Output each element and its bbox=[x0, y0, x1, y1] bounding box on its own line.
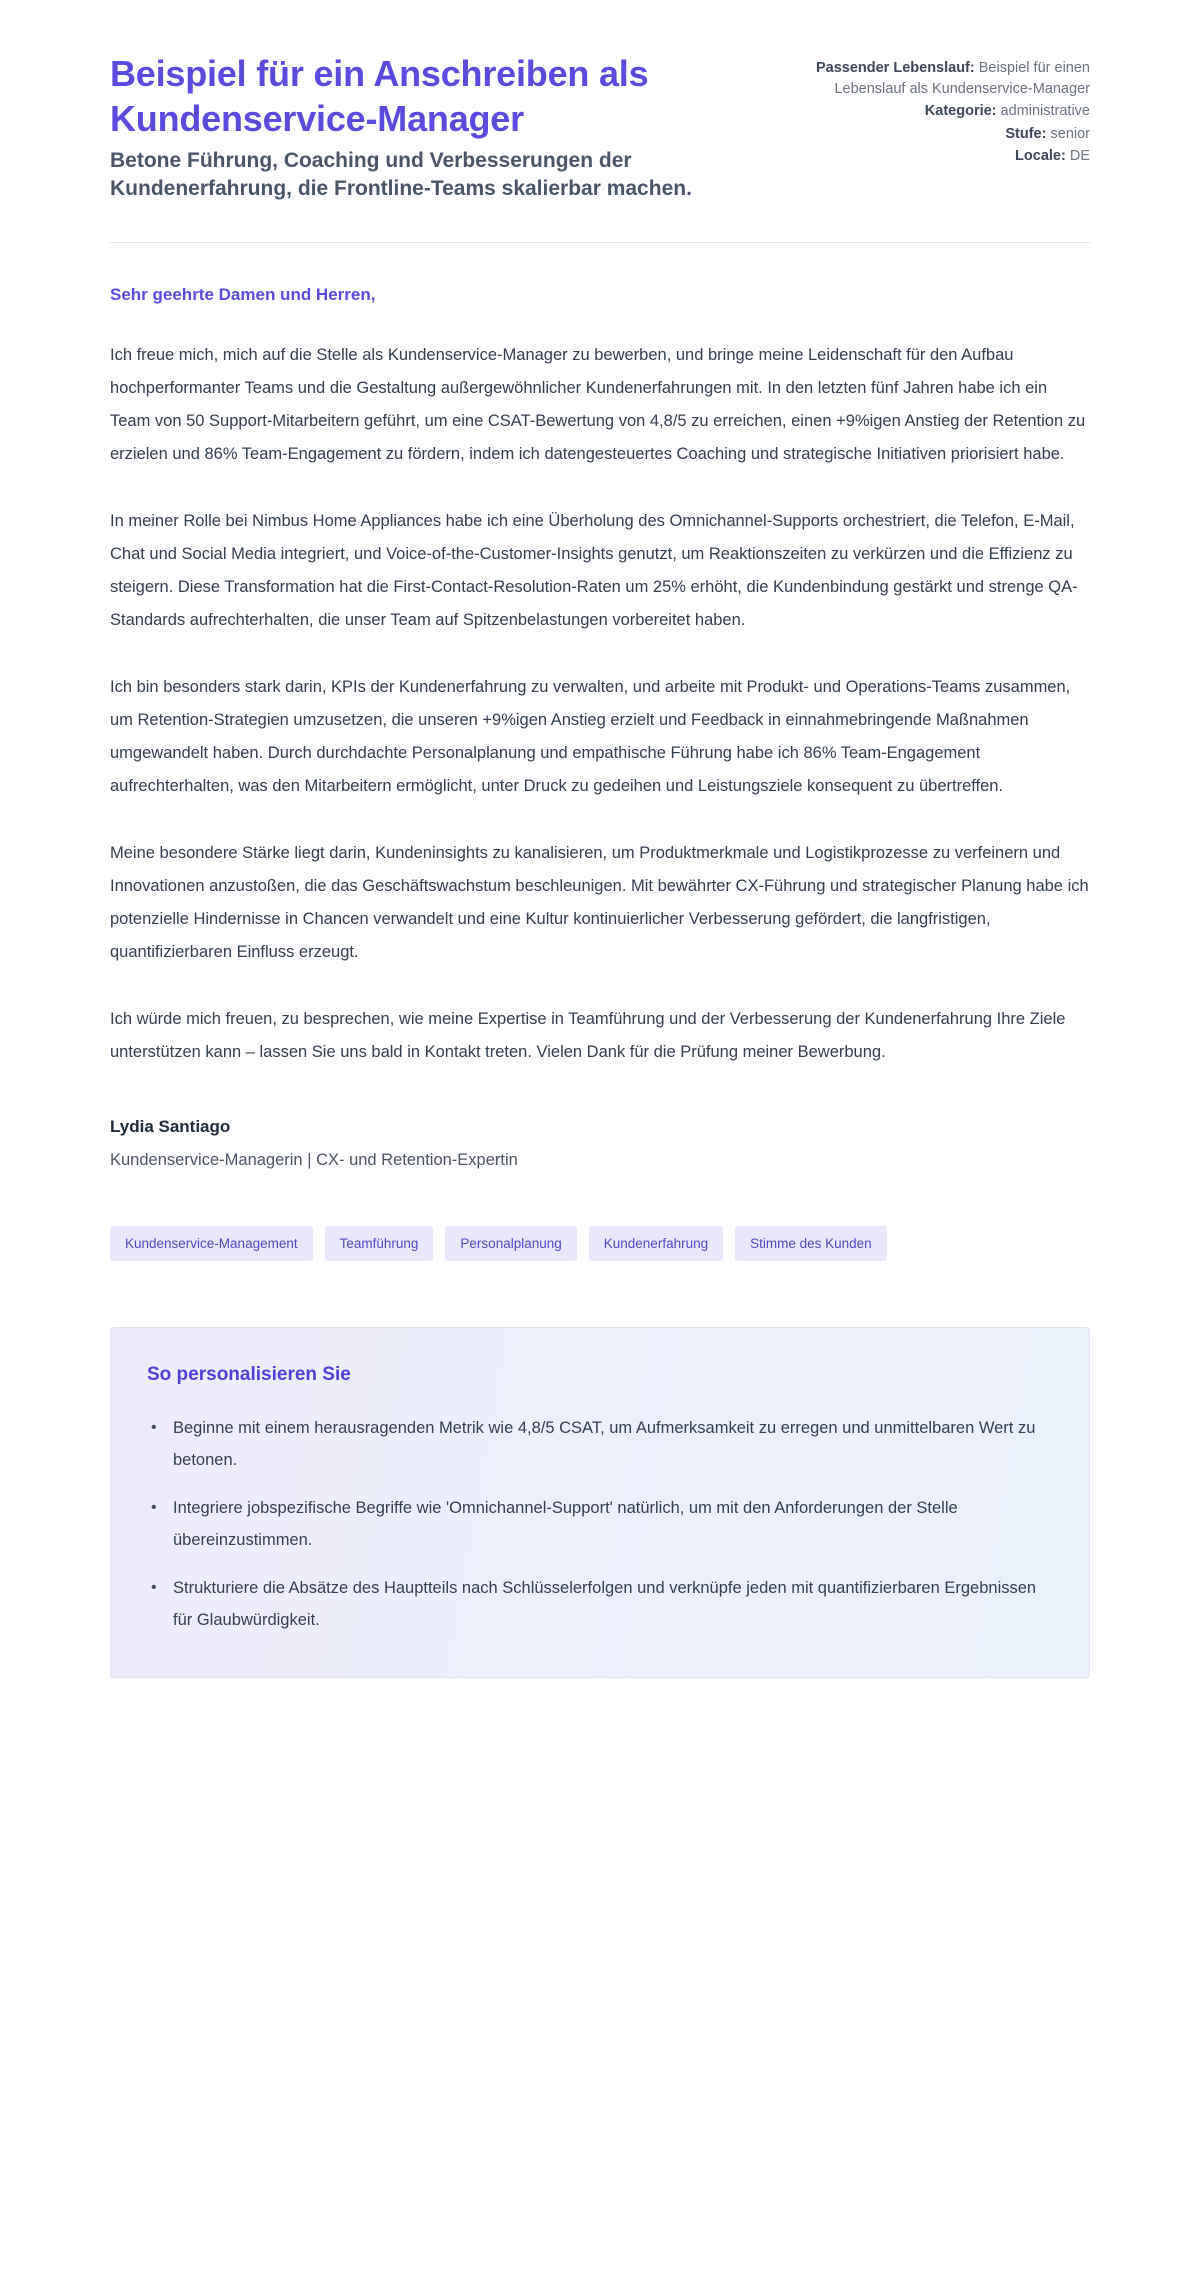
metadata-value: administrative bbox=[1000, 103, 1090, 120]
metadata-row-level bbox=[790, 124, 1090, 145]
document-header bbox=[110, 52, 1090, 204]
metadata-label: Locale: bbox=[1015, 148, 1066, 165]
skill-tag-list bbox=[110, 1226, 1010, 1261]
list-item-text: Beginne mit einem herausragenden Metrik wie 4,8/5 CSAT, um Aufmerksamkeit zu erregen und unmittelbaren Wert zu betonen. bbox=[173, 1418, 1036, 1469]
list-item bbox=[147, 1572, 1053, 1636]
list-item-text: Strukturiere die Absätze des Hauptteils nach Schlüsselerfolgen und verknüpfe jeden mit quantifizierbaren Ergebnissen für Glaubwürdigkeit. bbox=[173, 1579, 1037, 1630]
signature-role: Kundenservice-Managerin | CX- und Retention-Expertin bbox=[110, 1150, 518, 1169]
metadata-value: DE bbox=[1069, 148, 1090, 165]
metadata-label: Kategorie: bbox=[924, 103, 997, 120]
tips-list bbox=[147, 1412, 1053, 1637]
tips-title: So personalisieren Sie bbox=[147, 1363, 351, 1385]
body-paragraph: Ich bin besonders stark darin, KPIs der Kundenerfahrung zu verwalten, und arbeite mit Produkt- und Operations-Teams zusammen, um Retention-Strategien umzusetzen, die unseren +9%igen Anstieg erzielt und Feedback in einnahmebringende Maßnahmen umgewandelt haben. Durch durchdachte Personalplanung und empathische Führung habe ich 86% Team-Engagement aufrechterhalten, was den Mitarbeitern ermöglicht, unter Druck zu gedeihen und Leistungsziele konsequent zu übertreffen. bbox=[110, 677, 1071, 795]
bullet-icon: • bbox=[151, 1418, 157, 1436]
metadata-value: senior bbox=[1050, 125, 1090, 142]
body-paragraph: Meine besondere Stärke liegt darin, Kundeninsights zu kanalisieren, um Produktmerkmale und Logistikprozesse zu verfeinern und Innovationen anzustoßen, die das Geschäftswachstum beschleunigen. Mit bewährter CX-Führung und strategischer Planung habe ich potenzielle Hindernisse in Chancen verwandelt und eine Kultur kontinuierlicher Verbesserung gefördert, die langfristigen, quantifizierbaren Einfluss erzeugt. bbox=[110, 843, 1089, 961]
list-item bbox=[147, 1412, 1053, 1476]
personalization-tips-box bbox=[110, 1327, 1090, 1678]
page-title: Beispiel für ein Anschreiben als Kundenservice-Manager bbox=[110, 53, 649, 139]
signature-name: Lydia Santiago bbox=[110, 1116, 231, 1136]
document-metadata bbox=[790, 52, 1090, 169]
body-paragraph: Ich freue mich, mich auf die Stelle als Kundenservice-Manager zu bewerben, und bringe meine Leidenschaft für den Aufbau hochperformanter Teams und die Gestaltung außergewöhnlicher Kundenerfahrungen mit. In den letzten fünf Jahren habe ich ein Team von 50 Support-Mitarbeitern geführt, um eine CSAT-Bewertung von 4,8/5 zu erreichen, einen +9%igen Anstieg der Retention zu erzielen und 86% Team-Engagement zu fördern, indem ich datengesteuertes Coaching und strategische Initiativen priorisiert habe. bbox=[110, 345, 1086, 463]
page-subtitle: Betone Führung, Coaching und Verbesserungen der Kundenerfahrung, die Frontline-Teams skalierbar machen. bbox=[110, 149, 692, 201]
bullet-icon: • bbox=[151, 1579, 157, 1597]
metadata-label: Stufe: bbox=[1005, 125, 1047, 142]
body-paragraph: In meiner Rolle bei Nimbus Home Appliances habe ich eine Überholung des Omnichannel-Supports orchestriert, die Telefon, E-Mail, Chat und Social Media integriert, und Voice-of-the-Customer-Insights genutzt, um Reaktionszeiten zu verkürzen und die Effizienz zu steigern. Diese Transformation hat die First-Contact-Resolution-Raten um 25% erhöht, die Kundenbindung gestärkt und strenge QA-Standards aufrechterhalten, die unser Team auf Spitzenbelastungen vorbereitet haben. bbox=[110, 511, 1078, 629]
metadata-label: Passender Lebenslauf: bbox=[815, 60, 975, 76]
salutation: Sehr geehrte Damen und Herren, bbox=[110, 284, 376, 304]
metadata-value: Beispiel für einen Lebenslauf als Kundenservice-Manager bbox=[834, 60, 1090, 97]
skill-tag[interactable]: Personalplanung bbox=[445, 1226, 576, 1261]
skill-tag[interactable]: Kundenerfahrung bbox=[589, 1226, 723, 1261]
skill-tag[interactable]: Teamführung bbox=[325, 1226, 434, 1261]
bullet-icon: • bbox=[151, 1498, 157, 1516]
body-paragraph: Ich würde mich freuen, zu besprechen, wie meine Expertise in Teamführung und der Verbesserung der Kundenerfahrung Ihre Ziele unterstützen kann – lassen Sie uns bald in Kontakt treten. Vielen Dank für die Prüfung meiner Bewerbung. bbox=[110, 1009, 1066, 1061]
metadata-row-category bbox=[790, 101, 1090, 122]
list-item-text: Integriere jobspezifische Begriffe wie 'Omnichannel-Support' natürlich, um mit den Anforderungen der Stelle übereinzustimmen. bbox=[173, 1498, 958, 1550]
skill-tag[interactable]: Kundenservice-Management bbox=[110, 1226, 313, 1261]
skill-tag[interactable]: Stimme des Kunden bbox=[735, 1226, 887, 1261]
metadata-row-locale bbox=[790, 146, 1090, 167]
signature-block bbox=[110, 1117, 1090, 1170]
letter-body bbox=[110, 243, 1090, 1678]
metadata-row-matching-resume bbox=[790, 58, 1090, 99]
header-title-block bbox=[110, 52, 750, 204]
list-item bbox=[147, 1492, 1053, 1556]
